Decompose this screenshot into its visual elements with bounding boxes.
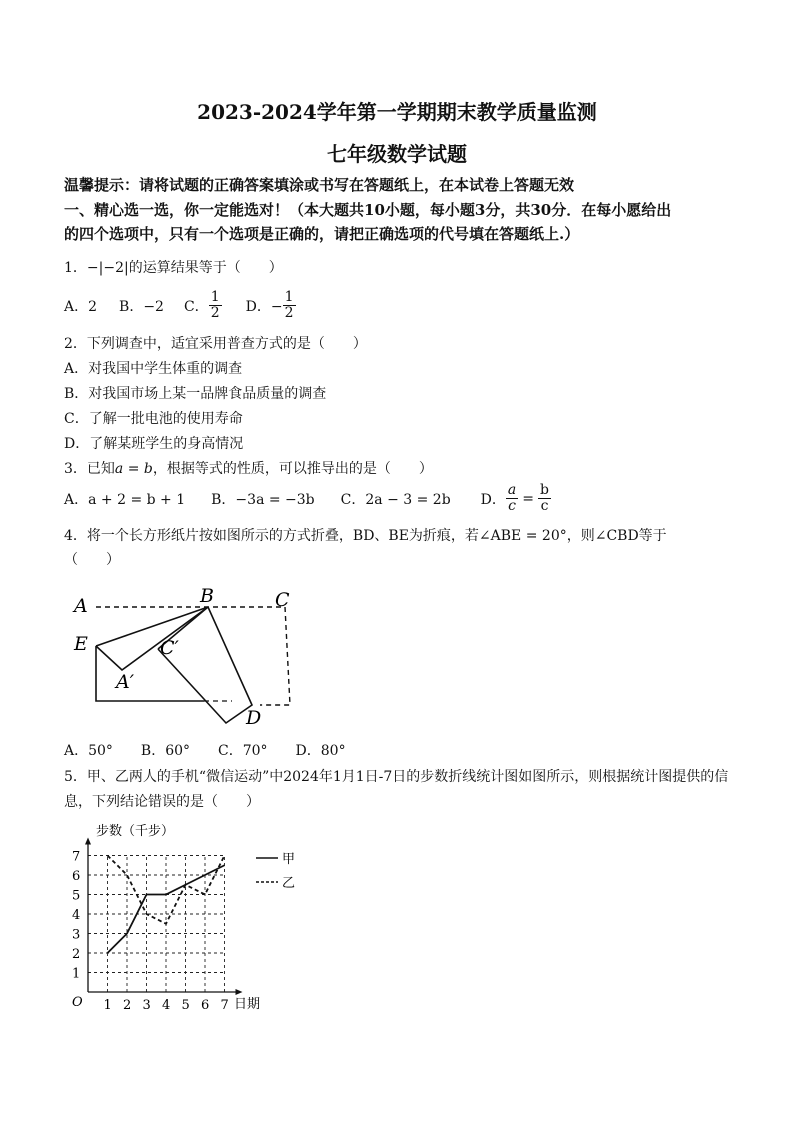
q3-option-d-right-fraction <box>538 483 551 514</box>
section1-line1: 一、精心选一选，你一定能选对！（本大题共10小题，每小题3分，共30分．在每小愿给出 <box>64 201 672 219</box>
y-axis-arrow <box>85 838 91 845</box>
q1-option-a: A．2 <box>64 298 98 315</box>
question-3-stem <box>64 458 433 478</box>
q3-option-b: B．−3a = −3b <box>211 491 315 508</box>
x-tick-label: 6 <box>201 998 210 1013</box>
tip-text: 温馨提示：请将试题的正确答案填涂或书写在答题纸上，在本试卷上答题无效 <box>64 176 575 194</box>
question-1-stem <box>64 257 283 277</box>
fraction-numerator: b <box>540 482 549 498</box>
y-tick-label: 4 <box>72 908 81 923</box>
folding-figure <box>60 580 310 730</box>
x-axis-arrow <box>236 989 243 995</box>
question-5-stem-line2: 息，下列结论错误的是（ ） <box>64 794 260 810</box>
y-axis-label: 步数（千步） <box>96 824 175 839</box>
q1-expression: −|−2| <box>86 260 129 276</box>
q3-given-equation: a = b <box>114 461 153 477</box>
q3-option-d-left-fraction <box>506 483 518 514</box>
label-c: C <box>275 589 290 611</box>
q3-option-c: C．2a − 3 = 2b <box>340 491 451 508</box>
legend-label-2: 乙 <box>282 876 296 891</box>
y-tick-label: 6 <box>72 869 81 884</box>
label-d: D <box>246 707 262 729</box>
y-tick-label: 7 <box>72 849 81 865</box>
label-b: B <box>200 585 214 607</box>
label-c-prime: C′ <box>160 637 179 659</box>
label-a-prime: A′ <box>116 671 135 693</box>
q1-prefix: 1． <box>64 260 87 276</box>
x-tick-label: 7 <box>220 998 229 1013</box>
x-tick-label: 5 <box>181 998 190 1013</box>
fraction-numerator: a <box>507 482 517 498</box>
q2-option-a: A．对我国中学生体重的调查 <box>64 361 243 377</box>
exam-subtitle: 七年级数学试题 <box>327 142 467 166</box>
x-axis-label: 日期 <box>234 997 261 1012</box>
q2-option-d: D．了解某班学生的身高情况 <box>64 436 244 452</box>
exam-title: 2023-2024学年第一学期期末教学质量监测 <box>197 100 597 124</box>
steps-line-chart <box>60 818 310 1018</box>
q2-option-c: C．了解一批电池的使用寿命 <box>64 411 243 427</box>
q3-stem-end: ，根据等式的性质，可以推导出的是（ ） <box>152 461 433 477</box>
label-e: E <box>74 633 88 655</box>
folded-flap-left <box>96 607 208 670</box>
fraction-denominator: 2 <box>210 305 220 321</box>
q3-option-d-label: D． <box>480 491 506 508</box>
y-tick-label: 2 <box>72 947 81 962</box>
x-tick-label: 2 <box>123 998 132 1013</box>
rectangle-solid-edge <box>96 646 204 701</box>
question-3-options <box>64 483 551 514</box>
label-a: A <box>74 595 88 617</box>
question-5-stem-line1: 5．甲、乙两人的手机“微信运动”中2024年1月1日-7日的步数折线统计图如图所示，则根据统计图提供的信 <box>64 769 729 785</box>
fraction-numerator: 1 <box>210 289 220 305</box>
x-tick-label: 1 <box>103 998 112 1013</box>
fraction-denominator: c <box>540 498 549 514</box>
fraction-denominator: 2 <box>284 305 294 321</box>
x-tick-label: 4 <box>162 998 171 1013</box>
folded-flap-right <box>158 607 252 723</box>
q3-option-a: A．a + 2 = b + 1 <box>64 491 186 508</box>
y-tick-label: 5 <box>72 888 81 904</box>
q3-stem-start: 3．已知 <box>64 461 115 477</box>
q1-option-c-fraction <box>209 290 222 321</box>
q1-suffix: 的运算结果等于（ ） <box>128 260 283 276</box>
q1-option-c-label: C． <box>183 298 209 315</box>
question-2-stem: 2．下列调查中，适宜采用普查方式的是（ ） <box>64 336 367 352</box>
question-1-options <box>64 290 296 321</box>
origin-label: O <box>72 995 83 1010</box>
question-4-options: A．50° B．60° C．70° D．80° <box>64 743 346 759</box>
question-4-stem-line1: 4．将一个长方形纸片按如图所示的方式折叠，BD、BE为折痕，若∠ABE = 20°，则∠CBD等于 <box>64 528 667 544</box>
series-line-1 <box>108 865 225 953</box>
q3-option-d-equals: = <box>522 490 534 507</box>
crease-be <box>96 607 208 646</box>
fraction-numerator: 1 <box>284 289 294 305</box>
q2-option-b: B．对我国市场上某一品牌食品质量的调查 <box>64 386 327 402</box>
q1-option-d-fraction <box>283 290 296 321</box>
q1-option-d-label: D．− <box>245 298 283 315</box>
fraction-denominator: c <box>508 498 516 514</box>
q1-option-b: B．−2 <box>119 298 164 315</box>
y-tick-label: 1 <box>72 966 81 982</box>
y-tick-label: 3 <box>72 927 81 943</box>
x-tick-label: 3 <box>142 998 151 1013</box>
legend-label-1: 甲 <box>282 852 296 867</box>
question-4-stem-line2: （ ） <box>64 552 120 568</box>
section1-line2: 的四个选项中，只有一个选项是正确的，请把正确选项的代号填在答题纸上.） <box>64 225 580 243</box>
